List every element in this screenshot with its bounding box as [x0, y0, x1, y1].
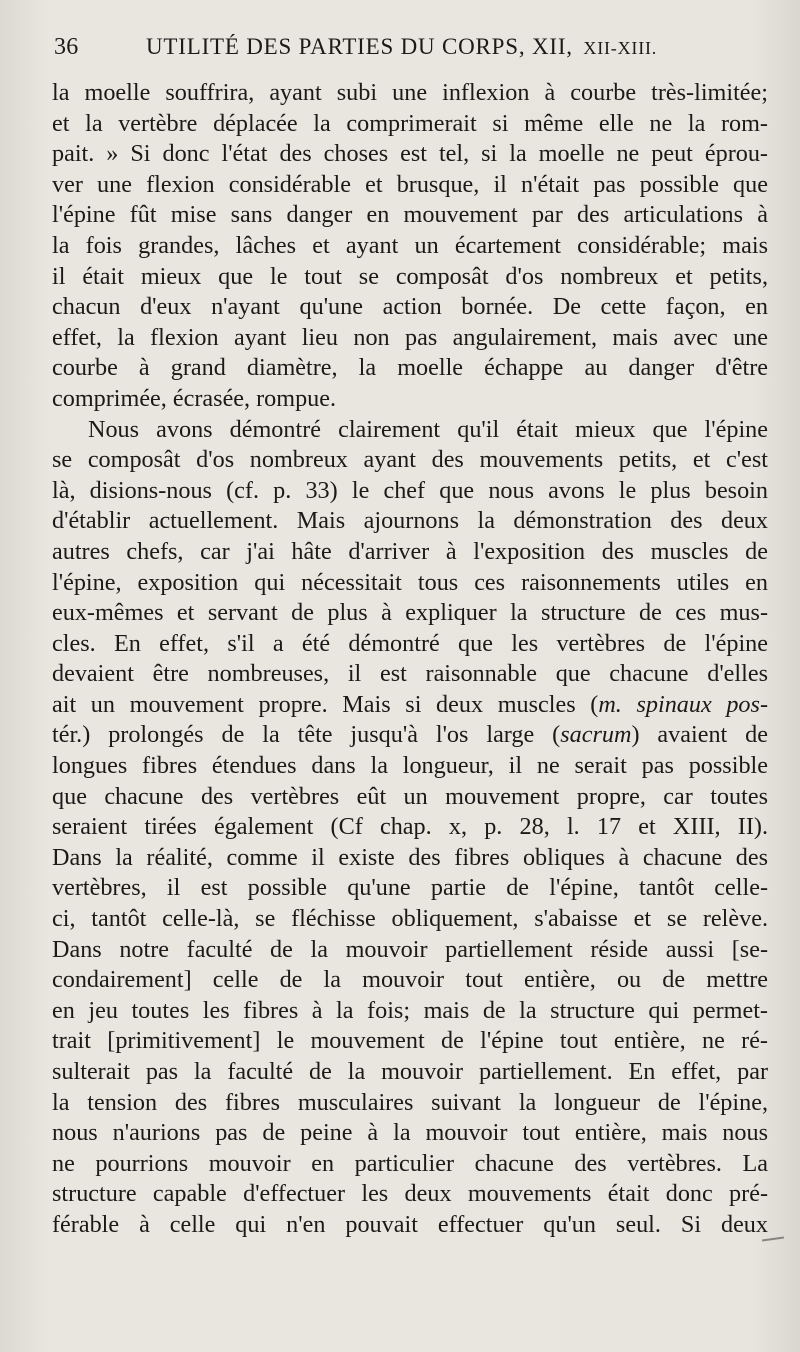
- text-line: eux-mêmes et servant de plus à expliquer la structure de ces mus-: [52, 599, 768, 627]
- text-line: vertèbres, il est possible qu'une partie de l'épine, tantôt celle-: [52, 874, 768, 902]
- text-line: l'épine, exposition qui nécessitait tous ces raisonnements utiles en: [52, 568, 768, 596]
- text-line: il était mieux que le tout se composât d'os nombreux et petits,: [52, 262, 768, 290]
- text-line: Dans la réalité, comme il existe des fibres obliques à chacune des: [52, 843, 768, 871]
- running-head-title: UTILITÉ DES PARTIES DU CORPS, XII,: [146, 34, 573, 59]
- text-line: chacun d'eux n'ayant qu'une action bornée. De cette façon, en: [52, 293, 768, 321]
- text-line: devaient être nombreuses, il est raisonnable que chacune d'elles: [52, 660, 768, 688]
- text-line: pait. » Si donc l'état des choses est tel, si la moelle ne peut éprou-: [52, 140, 768, 168]
- text-line: la tension des fibres musculaires suivant la longueur de l'épine,: [52, 1088, 768, 1116]
- text-line: la fois grandes, lâches et ayant un écartement considérable; mais: [52, 231, 768, 259]
- text-line: comprimée, écrasée, rompue.: [52, 384, 337, 412]
- text-line: seraient tirées également (Cf chap. x, p. 28, l. 17 et XIII, II).: [52, 813, 768, 841]
- text-line: Dans notre faculté de la mouvoir partiellement réside aussi [se-: [52, 935, 768, 963]
- running-head: [146, 34, 657, 60]
- text-segment: ) avaient de: [631, 721, 768, 749]
- text-line: ne pourrions mouvoir en particulier chacune des vertèbres. La: [52, 1149, 768, 1177]
- italic-term: sacrum: [560, 721, 632, 749]
- text-line: ver une flexion considérable et brusque, il n'était pas possible que: [52, 170, 768, 198]
- text-line: structure capable d'effectuer les deux mouvements était donc pré-: [52, 1180, 768, 1208]
- body-text: [52, 78, 768, 1241]
- text-line: courbe à grand diamètre, la moelle échappe au danger d'être: [52, 354, 768, 382]
- text-segment: ait un mouvement propre. Mais si deux muscles (: [52, 690, 599, 718]
- text-line: Nous avons démontré clairement qu'il était mieux que l'épine: [88, 415, 768, 443]
- text-line: effet, la flexion ayant lieu non pas angulairement, mais avec une: [52, 323, 768, 351]
- text-line-with-italic: [52, 720, 768, 751]
- text-segment: tér.) prolongés de la tête jusqu'à l'os large (: [52, 721, 561, 749]
- text-line: et la vertèbre déplacée la comprimerait si même elle ne la rom-: [52, 109, 768, 137]
- text-line: en jeu toutes les fibres à la fois; mais de la structure qui permet-: [52, 996, 768, 1024]
- text-line: férable à celle qui n'en pouvait effectuer qu'un seul. Si deux: [52, 1210, 768, 1238]
- text-line: condairement] celle de la mouvoir tout entière, ou de mettre: [52, 966, 768, 994]
- text-line: se composât d'os nombreux ayant des mouvements petits, et c'est: [52, 446, 768, 474]
- text-line: là, disions-nous (cf. p. 33) le chef que nous avons le plus besoin: [52, 476, 768, 504]
- italic-term: m. spinaux pos-: [598, 690, 768, 718]
- text-line: cles. En effet, s'il a été démontré que les vertèbres de l'épine: [52, 629, 768, 657]
- page-header: [54, 28, 754, 68]
- text-line: nous n'aurions pas de peine à la mouvoir tout entière, mais nous: [52, 1119, 768, 1147]
- text-line: trait [primitivement] le mouvement de l'épine tout entière, ne ré-: [52, 1027, 768, 1055]
- text-line: sulterait pas la faculté de la mouvoir partiellement. En effet, par: [52, 1058, 768, 1085]
- text-line: ci, tantôt celle-là, se fléchisse obliquement, s'abaisse et se relève.: [52, 905, 768, 933]
- text-line: d'établir actuellement. Mais ajournons la démonstration des deux: [52, 507, 768, 535]
- text-line: que chacune des vertèbres eût un mouvement propre, car toutes: [52, 782, 768, 810]
- running-head-chapters: XII-XIII.: [583, 38, 658, 58]
- text-line: la moelle souffrira, ayant subi une inflexion à courbe très-limitée;: [52, 79, 768, 106]
- page-number: 36: [54, 34, 79, 60]
- text-line-with-italic: [52, 690, 768, 721]
- text-line: l'épine fût mise sans danger en mouvement par des articulations à: [52, 201, 768, 229]
- text-line: autres chefs, car j'ai hâte d'arriver à l'exposition des muscles de: [52, 537, 768, 565]
- text-line: longues fibres étendues dans la longueur, il ne serait pas possible: [52, 752, 768, 780]
